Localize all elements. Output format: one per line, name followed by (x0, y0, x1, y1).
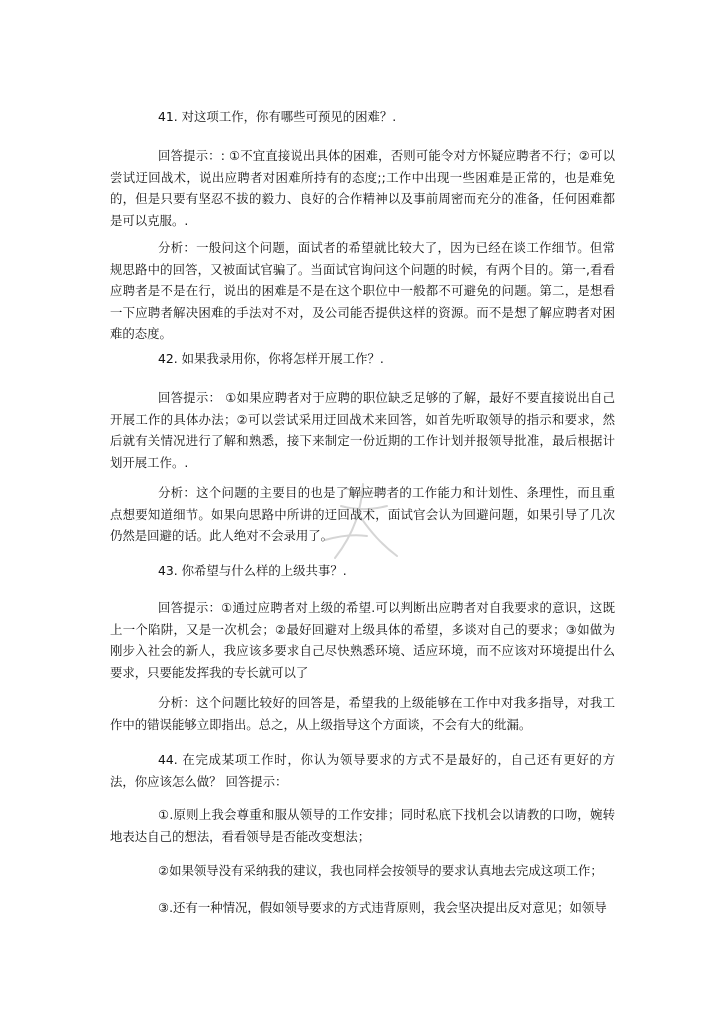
answer-44-point-3: ③.还有一种情况，假如领导要求的方式违背原则，我会坚决提出反对意见；如领导 (158, 900, 607, 915)
answer-hint-43: 回答提示：①通过应聘者对上级的希望.可以判断出应聘者对自我要求的意识，这既上一个陷阱，又是一次机会；②最好回避对上级具体的希望，多谈对自己的要求；③如做为刚步入社会的新人，我应该多要求自己尽快熟悉环境、适应环境，而不应该对环境提出什么要求，只要能发挥我的专长就可以了 (110, 600, 615, 680)
question-44: 44. 在完成某项工作时，你认为领导要求的方式不是最好的，自己还有更好的方法，你应该怎么做？ 回答提示： (110, 752, 615, 789)
analysis-43: 分析：这个问题比较好的回答是，希望我的上级能够在工作中对我多指导，对我工作中的错误能够立即指出。总之，从上级指导这个方面谈，不会有大的纰漏。 (110, 695, 615, 732)
analysis-41: 分析：一般问这个问题，面试者的希望就比较大了，因为已经在谈工作细节。但常规思路中的回答，又被面试官骗了。当面试官询问这个问题的时候，有两个目的。第一,看看应聘者是不是在行，说出的困难是不是在这个职位中一般都不可避免的问题。第二，是想看一下应聘者解决困难的手法对不对，及公司能否提供这样的资源。而不是想了解应聘者对困难的态度。 (110, 240, 615, 341)
question-43: 43. 你希望与什么样的上级共事？. (158, 563, 347, 578)
answer-hint-41: 回答提示：: ①不宜直接说出具体的困难，否则可能令对方怀疑应聘者不行；②可以尝试迂回战术，说出应聘者对困难所持有的态度;;工作中出现一些困难是正常的，也是难免的，但是只要有坚忍不拔的毅力、良好的合作精神以及事前周密而充分的准备，任何困难都是可以克服。. (110, 148, 615, 228)
question-42: 42. 如果我录用你，你将怎样开展工作？. (158, 351, 384, 366)
answer-44-point-2: ②如果领导没有采纳我的建议，我也同样会按领导的要求认真地去完成这项工作； (158, 863, 603, 878)
answer-hint-42: 回答提示： ①如果应聘者对于应聘的职位缺乏足够的了解，最好不要直接说出自己开展工作的具体办法；②可以尝试采用迂回战术来回答，如首先听取领导的指示和要求，然后就有关情况进行了解和熟悉，接下来制定一份近期的工作计划并报领导批准，最后根据计划开展工作。. (110, 390, 615, 470)
question-41: 41. 对这项工作，你有哪些可预见的困难？. (158, 109, 397, 124)
watermark-icon (305, 470, 415, 580)
analysis-42: 分析：这个问题的主要目的也是了解应聘者的工作能力和计划性、条理性，而且重点想要知道细节。如果向思路中所讲的迂回战术，面试官会认为回避问题，如果引导了几次仍然是回避的话。此人绝对不会录用了。 (110, 485, 615, 543)
answer-44-point-1: ①.原则上我会尊重和服从领导的工作安排；同时私底下找机会以请教的口吻，婉转地表达自己的想法，看看领导是否能改变想法； (110, 807, 615, 844)
